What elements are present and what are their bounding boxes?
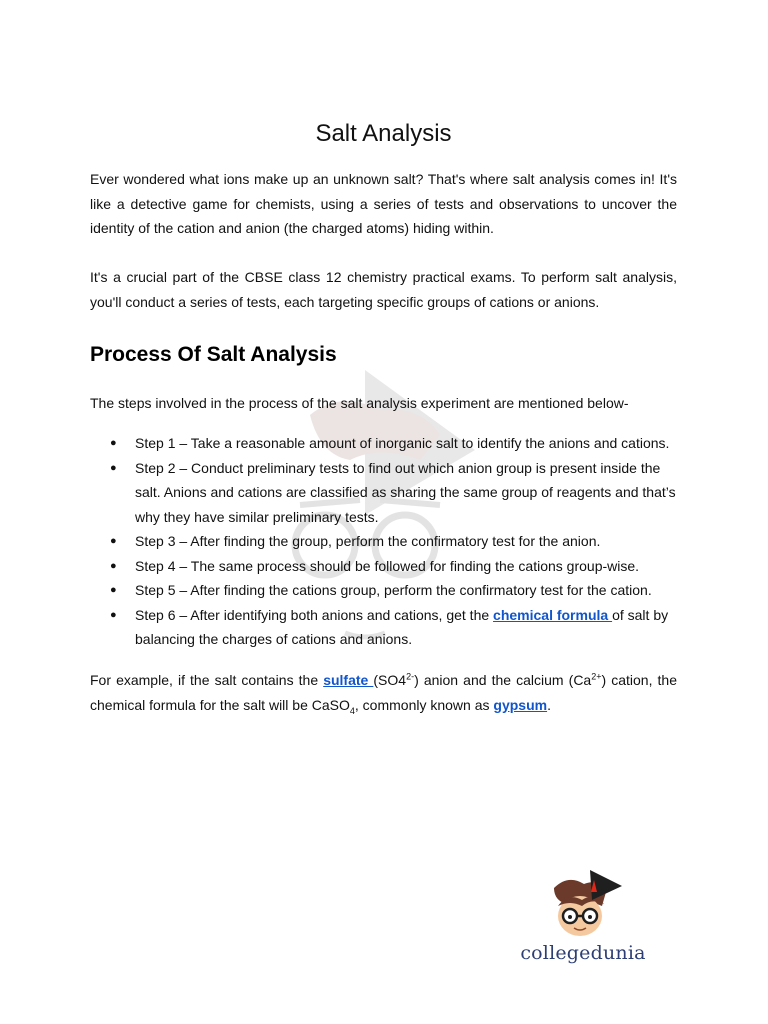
logo-text: collegedunia	[520, 942, 646, 964]
bullet-icon: ●	[110, 584, 117, 596]
bullet-icon: ●	[110, 608, 117, 621]
steps-list	[90, 431, 677, 652]
gypsum-link[interactable]: gypsum	[493, 696, 548, 713]
sulfate-link[interactable]: sulfate	[323, 672, 374, 688]
example-paragraph: For example, if the salt contains the sulfate $(SO4^{2-})$ anion and the calcium $(Ca^{2+})$ cation, the chemical formula for the salt will be CaSO$_4$, commonly known as gypsum.	[90, 671, 678, 716]
intro-paragraph: Ever wondered what ions make up an unknown salt? That's where salt analysis comes in! It's like a detective game for chemists, using a series of tests and observations to uncover the identity of the cation and anion (the charged atoms) hiding within.	[90, 171, 677, 236]
list-item: ● Step 2 – Conduct preliminary tests to find out which anion group is present inside the salt. Anions and cations are classified as sharing the same group of reagents and that’s why they have similar preliminary tests.	[90, 456, 677, 530]
bullet-icon: ●	[110, 437, 117, 449]
chemical-formula-link[interactable]: chemical formula	[493, 606, 613, 623]
section-heading: Process Of Salt Analysis	[90, 343, 337, 366]
sulfate-subscript: 4	[349, 705, 355, 716]
bullet-icon: ●	[110, 535, 117, 547]
bullet-icon: ●	[110, 461, 117, 474]
list-item: ● Step 5 – After finding the cations group, perform the confirmatory test for the cation.	[90, 578, 677, 603]
document-title: Salt Analysis	[315, 120, 452, 147]
list-item: ● Step 4 – The same process should be followed for finding the cations group-wise.	[90, 554, 677, 579]
list-item: ● Step 1 – Take a reasonable amount of inorganic salt to identify the anions and cations.	[90, 431, 677, 456]
calcium-charge: 2+	[591, 671, 602, 682]
bullet-icon: ●	[110, 559, 117, 572]
list-item: ● Step 3 – After finding the group, perform the confirmatory test for the anion.	[90, 529, 677, 554]
steps-intro: The steps involved in the process of the salt analysis experiment are mentioned below-	[90, 395, 629, 411]
list-item: ● Step 6 – After identifying both anions and cations, get the chemical formula of salt by balancing the charges of cations and anions.	[90, 603, 677, 652]
cbse-paragraph: It's a crucial part of the CBSE class 12 chemistry practical exams. To perform salt analysis, you'll conduct a series of tests, each targeting specific groups of cations or anions.	[90, 269, 677, 310]
sulfate-charge: 2-	[406, 671, 415, 682]
mascot-icon	[518, 866, 648, 942]
collegedunia-logo	[518, 866, 648, 971]
